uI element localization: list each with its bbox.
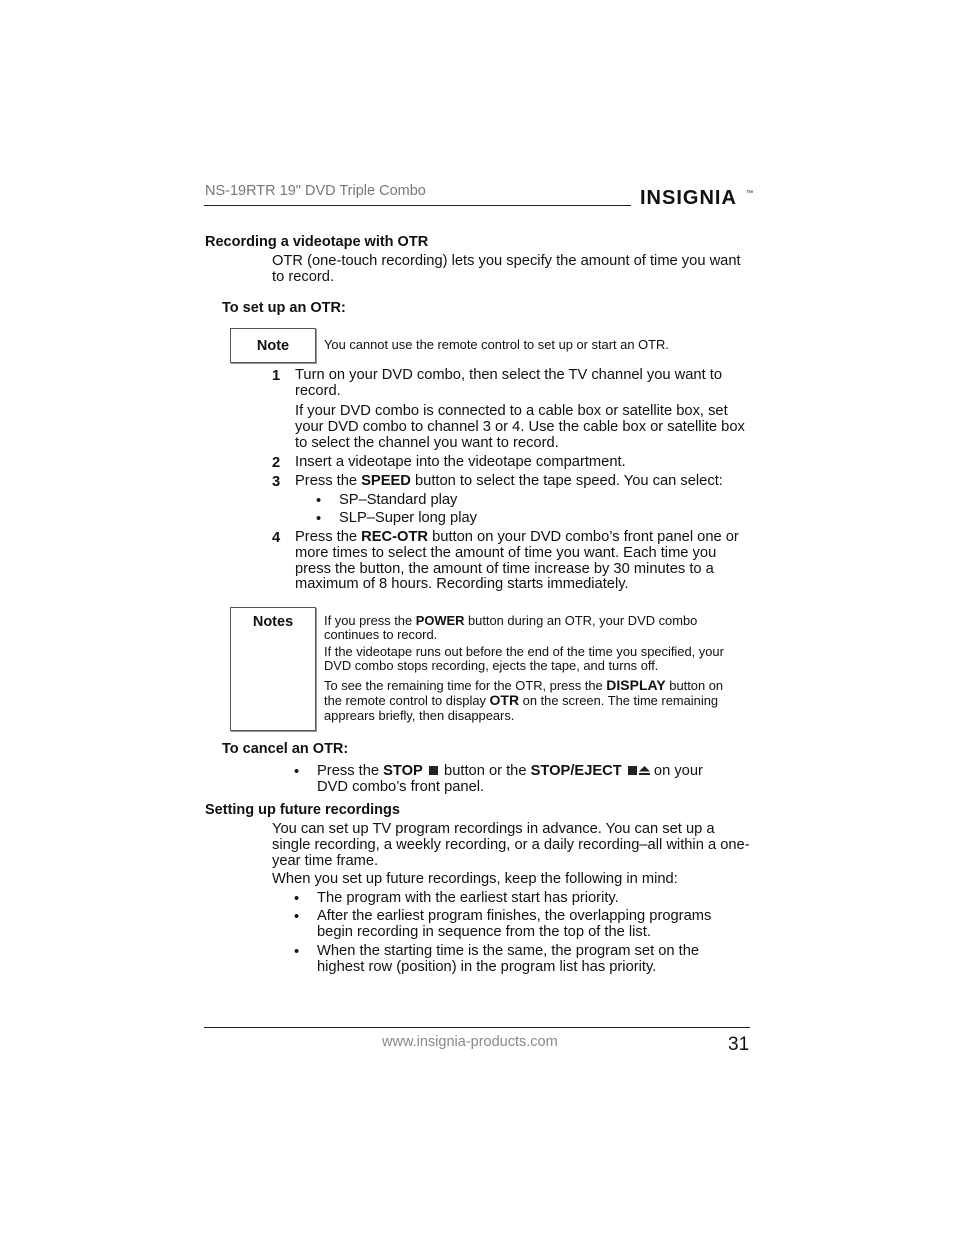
bullet-dot: • bbox=[316, 511, 322, 527]
stop-icon bbox=[628, 766, 637, 775]
otr-intro: OTR (one-touch recording) lets you specify the amount of time you want to record. bbox=[272, 253, 741, 285]
section-heading-otr: Recording a videotape with OTR bbox=[205, 234, 429, 250]
future-bullet-2: After the earliest program finishes, the overlapping programs begin recording in sequence from the top of the list. bbox=[317, 908, 712, 940]
speed-option-sp: SP–Standard play bbox=[339, 492, 458, 508]
note-item-3: To see the remaining time for the OTR, press the DISPLAY button on the remote control to display OTR on the screen. The time remaining apprears briefly, then disappears. bbox=[324, 677, 724, 723]
notes-label-box bbox=[230, 607, 316, 731]
note-item-1: If you press the POWER button during an OTR, your DVD combo continues to record. bbox=[324, 613, 698, 643]
note-label: Note bbox=[256, 338, 290, 354]
bullet-dot: • bbox=[294, 891, 300, 907]
footer-url: www.insignia-products.com bbox=[382, 1034, 558, 1050]
stop-eject-button-label: STOP/EJECT bbox=[530, 763, 622, 779]
bullet-dot: • bbox=[294, 944, 300, 960]
trademark-mark: ™ bbox=[746, 190, 753, 197]
section-heading-future: Setting up future recordings bbox=[205, 802, 400, 818]
bullet-dot: • bbox=[316, 493, 322, 509]
step-number-1: 1 bbox=[272, 368, 281, 384]
bullet-dot: • bbox=[294, 764, 300, 780]
page-number: 31 bbox=[728, 1034, 750, 1055]
future-bullet-3: When the starting time is the same, the program set on the highest row (position) in the program list has priority. bbox=[317, 943, 700, 975]
cancel-otr-heading: To cancel an OTR: bbox=[222, 741, 349, 757]
step-3-text: Press the SPEED button to select the tape speed. You can select: bbox=[295, 473, 723, 489]
insignia-logo bbox=[640, 183, 752, 209]
footer-rule bbox=[204, 1027, 750, 1028]
step-4-text: Press the REC-OTR button on your DVD combo’s front panel one or more times to select the amount of time you want. Each time you press the button, the amount of time increase by 30 minutes to a maximum of 8 hours. Recording starts immediately. bbox=[295, 529, 739, 593]
step-number-4: 4 bbox=[272, 530, 281, 546]
step-1-text: Turn on your DVD combo, then select the TV channel you want to record. bbox=[295, 367, 722, 399]
speed-option-slp: SLP–Super long play bbox=[339, 510, 477, 526]
rec-otr-button-label: REC-OTR bbox=[361, 529, 429, 545]
future-lead: When you set up future recordings, keep the following in mind: bbox=[272, 871, 678, 887]
brand-name: INSIGNIA bbox=[640, 187, 737, 209]
bullet-dot: • bbox=[294, 909, 300, 925]
note-item-2: If the videotape runs out before the end of the time you specified, your DVD combo stops recording, ejects the tape, and turns off. bbox=[324, 644, 724, 674]
note-text: You cannot use the remote control to set up or start an OTR. bbox=[324, 337, 669, 352]
future-bullet-1: The program with the earliest start has priority. bbox=[317, 890, 619, 906]
step-1-extra: If your DVD combo is connected to a cable box or satellite box, set your DVD combo to channel 3 or 4. Use the cable box or satellite box to select the channel you want to record. bbox=[295, 403, 745, 451]
eject-icon bbox=[639, 766, 650, 775]
notes-label: Notes bbox=[252, 614, 294, 630]
step-number-3: 3 bbox=[272, 474, 281, 490]
header-rule bbox=[204, 205, 631, 206]
step-2-text: Insert a videotape into the videotape compartment. bbox=[295, 454, 626, 470]
document-title: NS-19RTR 19" DVD Triple Combo bbox=[205, 183, 426, 199]
stop-icon bbox=[429, 766, 438, 775]
cancel-instruction: Press the STOP button or the STOP/EJECT on your DVD combo’s front panel. bbox=[317, 763, 703, 795]
setup-otr-heading: To set up an OTR: bbox=[222, 300, 346, 316]
note-label-box bbox=[230, 328, 316, 363]
stop-button-label: STOP bbox=[383, 763, 423, 779]
speed-button-label: SPEED bbox=[361, 473, 411, 489]
future-intro: You can set up TV program recordings in advance. You can set up a single recording, a weekly recording, or a daily recording–all within a one-year time frame. bbox=[272, 821, 750, 869]
step-number-2: 2 bbox=[272, 455, 281, 471]
